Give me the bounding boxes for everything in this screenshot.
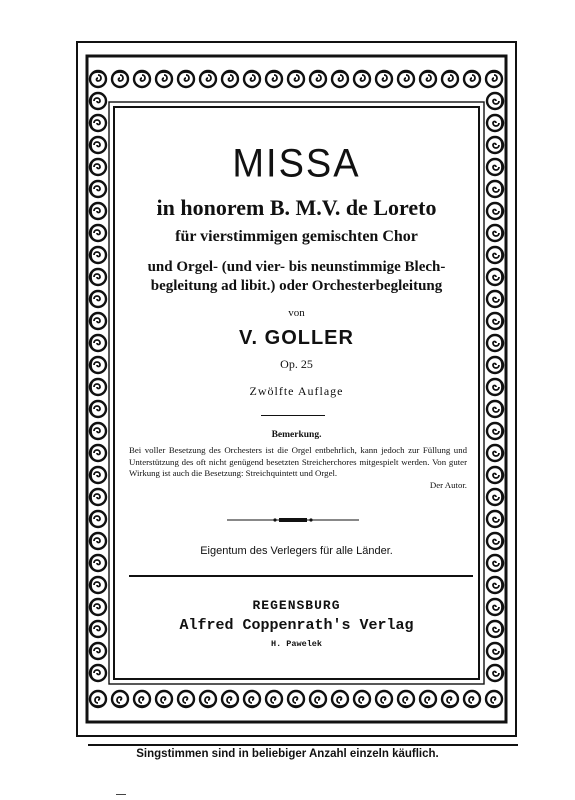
border-knot-motif: [90, 291, 106, 307]
by-label: von: [288, 307, 305, 319]
border-knot-motif: [487, 445, 503, 461]
edition: Zwölfte Auflage: [249, 384, 344, 398]
divider-long: [129, 575, 473, 577]
remark-signature: Der Autor.: [429, 480, 467, 490]
voicing: für vierstimmigen gemischten Chor: [175, 228, 418, 245]
ornamental-frame: [76, 41, 517, 737]
border-knot-motif: [90, 511, 106, 527]
border-knot-motif: [487, 511, 503, 527]
border-knot-motif: [90, 93, 106, 109]
border-knot-motif: [464, 691, 480, 707]
border-knot-motif: [90, 691, 106, 707]
ornamental-divider: [227, 516, 359, 524]
title-panel: [113, 106, 480, 680]
border-knot-motif: [398, 691, 414, 707]
border-knot-motif: [90, 379, 106, 395]
border-knot-motif: [200, 691, 216, 707]
border-knot-motif: [90, 137, 106, 153]
border-knot-motif: [134, 71, 150, 87]
border-knot-motif: [222, 71, 238, 87]
border-knot-motif: [487, 643, 503, 659]
footer-rule: [88, 744, 518, 746]
border-knot-motif: [90, 599, 106, 615]
border-knot-motif: [487, 159, 503, 175]
ownership-note: Eigentum des Verlegers für alle Länder.: [200, 545, 393, 557]
border-knot-motif: [486, 71, 502, 87]
publisher-name: Alfred Coppenrath's Verlag: [179, 617, 414, 634]
border-knot-motif: [487, 555, 503, 571]
border-knot-motif: [288, 691, 304, 707]
border-knot-motif: [487, 247, 503, 263]
border-knot-motif: [90, 643, 106, 659]
border-knot-motif: [487, 577, 503, 593]
border-knot-motif: [134, 691, 150, 707]
border-knot-motif: [487, 357, 503, 373]
border-knot-motif: [90, 621, 106, 637]
border-knot-motif: [354, 691, 370, 707]
border-knot-motif: [244, 71, 260, 87]
border-knot-motif: [90, 181, 106, 197]
border-knot-motif: [90, 203, 106, 219]
printer-name: H. Pawelek: [270, 639, 322, 649]
border-knot-motif: [442, 691, 458, 707]
opus-number: Op. 25: [280, 357, 313, 371]
border-knot-motif: [487, 621, 503, 637]
border-knot-motif: [487, 533, 503, 549]
border-knot-motif: [487, 137, 503, 153]
border-knot-motif: [487, 269, 503, 285]
remark-heading: Bemerkung.: [271, 430, 322, 440]
border-knot-motif: [487, 423, 503, 439]
border-knot-motif: [332, 71, 348, 87]
border-knot-motif: [310, 71, 326, 87]
footer-note: Singstimmen sind in beliebiger Anzahl einzeln käuflich.: [136, 748, 439, 760]
instrumentation-line-2: begleitung ad libit.) oder Orchesterbegleitung: [150, 278, 443, 294]
border-knot-motif: [487, 665, 503, 681]
border-knot-motif: [487, 291, 503, 307]
border-knot-motif: [420, 691, 436, 707]
border-knot-motif: [288, 71, 304, 87]
border-knot-motif: [487, 599, 503, 615]
instrumentation-line-1: und Orgel- (und vier- bis neunstimmige Blech-: [147, 259, 446, 275]
work-subtitle: in honorem B. M.V. de Loreto: [156, 195, 437, 220]
border-knot-motif: [486, 691, 502, 707]
border-knot-motif: [90, 577, 106, 593]
border-knot-motif: [112, 71, 128, 87]
border-knot-motif: [376, 691, 392, 707]
border-knot-motif: [487, 489, 503, 505]
border-knot-motif: [90, 335, 106, 351]
border-knot-motif: [90, 533, 106, 549]
border-knot-motif: [90, 313, 106, 329]
border-knot-motif: [332, 691, 348, 707]
border-knot-motif: [90, 269, 106, 285]
border-knot-motif: [90, 665, 106, 681]
border-knot-motif: [90, 225, 106, 241]
border-knot-motif: [442, 71, 458, 87]
border-knot-motif: [90, 489, 106, 505]
border-knot-motif: [487, 335, 503, 351]
publisher-city: REGENSBURG: [252, 598, 341, 613]
border-knot-motif: [90, 467, 106, 483]
border-knot-motif: [90, 357, 106, 373]
border-knot-motif: [464, 71, 480, 87]
border-knot-motif: [266, 71, 282, 87]
border-knot-motif: [376, 71, 392, 87]
border-knot-motif: [156, 71, 172, 87]
border-knot-motif: [156, 691, 172, 707]
border-knot-motif: [90, 445, 106, 461]
border-knot-motif: [178, 691, 194, 707]
composer-name: V. GOLLER: [239, 327, 354, 349]
border-knot-motif: [244, 691, 260, 707]
border-knot-motif: [90, 555, 106, 571]
border-knot-motif: [310, 691, 326, 707]
border-knot-motif: [112, 691, 128, 707]
remark-text: Bei voller Besetzung des Orchesters ist die Orgel entbehrlich, kann jedoch zur Füllung und Unterstützung des oft nicht genügend besetzten Streicherchores mitgespielt werden. Von guter Wirkung ist auch die Besetzung: Streichquintett und Orgel.: [129, 445, 467, 479]
border-knot-motif: [487, 401, 503, 417]
border-knot-motif: [487, 379, 503, 395]
print-speck: [116, 794, 126, 795]
border-knot-motif: [90, 71, 106, 87]
instrumentation: [115, 258, 478, 296]
work-title: MISSA: [232, 141, 361, 187]
border-knot-motif: [178, 71, 194, 87]
border-knot-motif: [200, 71, 216, 87]
border-knot-motif: [420, 71, 436, 87]
border-knot-motif: [90, 401, 106, 417]
border-knot-motif: [487, 115, 503, 131]
border-knot-motif: [487, 467, 503, 483]
border-knot-motif: [222, 691, 238, 707]
border-knot-motif: [487, 181, 503, 197]
border-knot-motif: [487, 225, 503, 241]
border-knot-motif: [354, 71, 370, 87]
border-knot-motif: [90, 247, 106, 263]
border-knot-motif: [90, 423, 106, 439]
border-knot-motif: [90, 159, 106, 175]
border-knot-motif: [487, 93, 503, 109]
border-knot-motif: [90, 115, 106, 131]
border-knot-motif: [266, 691, 282, 707]
border-knot-motif: [398, 71, 414, 87]
divider-short: [261, 415, 325, 416]
border-knot-motif: [487, 203, 503, 219]
border-knot-motif: [487, 313, 503, 329]
